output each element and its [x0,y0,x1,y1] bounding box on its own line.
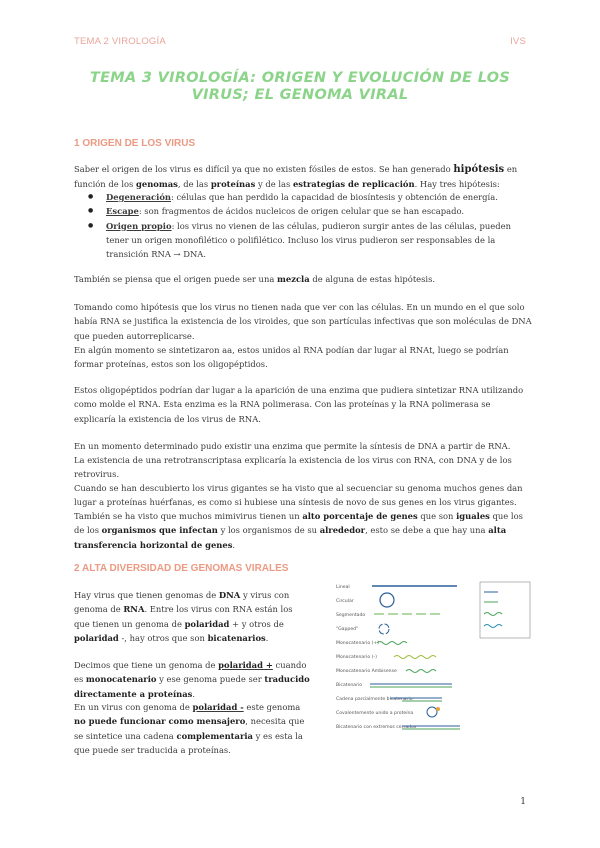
paragraph-giant-viruses: Cuando se han descubierto los virus gigantes se ha visto que al secuenciar su genoma muchos genes dan lugar a proteínas huérfanas, es como si hubiese una síntesis de novo de sus genes en los virus gigantes. [74,483,523,508]
figure-label-4: Monocatenario (+) [336,641,380,646]
paragraph-negative-polarity: En un virus con genoma de polaridad - este genoma no puede funcionar como mensajero, necesita que se sintetice una cadena complementaria y es esta la que puede ser traducida a proteínas. [74,702,305,755]
page-title: TEMA 3 VIROLOGÍA: ORIGEN Y EVOLUCIÓN DE LOS VIRUS; EL GENOMA VIRAL [89,70,511,103]
figure-label-3: "Gapped" [336,627,359,632]
page-number: 1 [520,797,526,807]
figure-label-10: Bicatenario con extremos cerrados [336,725,417,730]
list-item: ● Origen propio: los virus no vienen de las células, pudieron surgir antes de las células, pueden tener un origen monofilético o polifilético. Incluso los virus pudieron ser responsables de la transición RNA → DNA. [74,219,532,262]
figure-label-0: Lineal [336,585,350,590]
paragraph-rna-world: Tomando como hipótesis que los virus no tienen nada que ver con las células. En un mundo en el que solo había RNA se justifica la existencia de los viroides, que son partículas infectivas que son moléculas de DNA que pueden autorreplicarse. [74,302,532,341]
paragraph-dna-synthesis: En un momento determinado pudo existir una enzima que permite la síntesis de DNA a partir de RNA. [74,441,511,451]
list-item: ● Degeneración: células que han perdido la capacidad de biosíntesis y obtención de energía. [74,190,532,204]
paragraph-mixture: También se piensa que el origen puede ser una mezcla de alguna de estas hipótesis. [74,274,436,284]
paragraph-hypotheses: Saber el origen de los virus es difícil ya que no existen fósiles de estos. Se han generado hipótesis en función de los genomas, de las proteínas y de las estrategias de replicación. Hay tres hipótesis: [74,164,518,190]
figure-label-9: Covalentemente unido a proteína [336,711,414,716]
figure-label-6: Monocatenario Ambisense [336,669,397,674]
section-heading-1: 1 ORIGEN DE LOS VIRUS [74,138,196,149]
genome-types-figure [332,578,532,748]
paragraph-oligopeptides: En algún momento se sintetizaron aa, estos unidos al RNA podían dar lugar al RNAt, luego se podrían formar proteínas, estos son los oligopéptidos. [74,345,509,370]
figure-label-7: Bicatenario [336,683,363,688]
figure-label-1: Circular [336,599,354,604]
paragraph-positive-polarity: Decimos que tiene un genoma de polaridad + cuando es monocatenario y ese genoma puede ser traducido directamente a proteínas. [74,660,310,699]
paragraph-genome-types: Hay virus que tienen genomas de DNA y virus con genoma de RNA. Entre los virus con RNA están los que tienen un genoma de polaridad + y otros de polaridad -, hay otros que son bicatenarios. [74,590,293,643]
paragraph-mimivirus: También se ha visto que muchos mimivirus tienen un alto porcentaje de genes que son iguales que los de los organismos que infectan y los organismos de su alrededor, esto se debe a que hay una alta transferencia horizontal de genes. [74,511,523,550]
header-left: TEMA 2 VIROLOGÍA [74,36,166,47]
figure-label-2: Segmentado [336,613,366,618]
paragraph-retrotranscriptase: La existencia de una retrotranscriptasa explicaría la existencia de los virus con RNA, con DNA y de los retrovirus. [74,455,512,480]
figure-label-5: Monocatenario (-) [336,655,377,660]
hypotheses-list [74,190,532,261]
list-item: ● Escape: son fragmentos de ácidos nucleicos de origen celular que se han escapado. [74,204,532,218]
header-right: IVS [510,36,526,47]
paragraph-rna-polymerase: Estos oligopéptidos podrían dar lugar a la aparición de una enzima que pudiera sintetizar RNA utilizando como molde el RNA. Esta enzima es la RNA polimerasa. Con las proteínas y la RNA polimerasa se explicaría la existencia de los virus de RNA. [74,385,524,424]
figure-label-8: Cadena parcialmente bicatenario [336,697,413,702]
section-heading-2: 2 ALTA DIVERSIDAD DE GENOMAS VIRALES [74,563,289,574]
